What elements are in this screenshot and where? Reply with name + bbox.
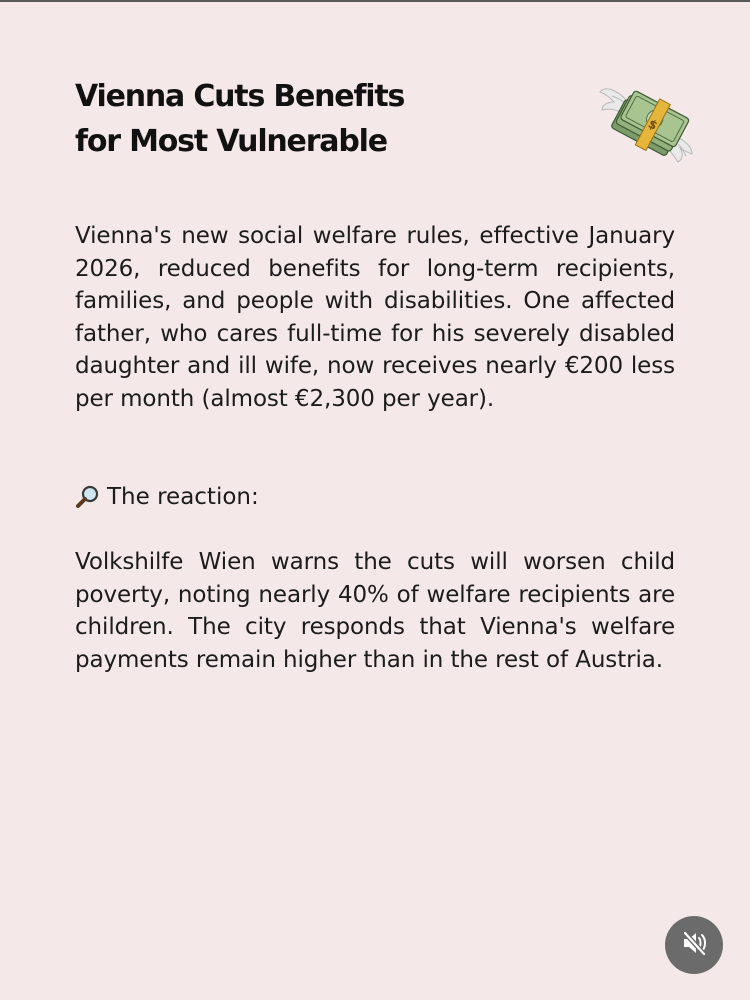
post-title [75, 74, 555, 164]
post-title-line-1: Vienna Cuts Benefits [75, 79, 405, 114]
magnifying-glass-icon [75, 484, 101, 510]
post-title-line-2: for Most Vulnerable [75, 124, 387, 159]
article-paragraph-2: Volkshilfe Wien warns the cuts will worsen child poverty, noting nearly 40% of welfare recipients are children. The city responds that Vienna's welfare payments remain higher than in the rest of Austria. [75, 549, 675, 673]
reaction-heading [75, 481, 259, 514]
money-with-wings-icon [598, 82, 696, 168]
svg-text:$: $ [645, 116, 660, 133]
top-divider [0, 0, 750, 2]
reaction-label: The reaction: [107, 484, 259, 510]
speaker-muted-icon [679, 928, 709, 962]
article-paragraph-1: Vienna's new social welfare rules, effective January 2026, reduced benefits for long-term recipients, families, and people with disabilities. One affected father, who cares full-time for his severely disabled daughter and ill wife, now receives nearly €200 less per month (almost €2,300 per year). [75, 223, 675, 412]
mute-button[interactable] [665, 916, 723, 974]
